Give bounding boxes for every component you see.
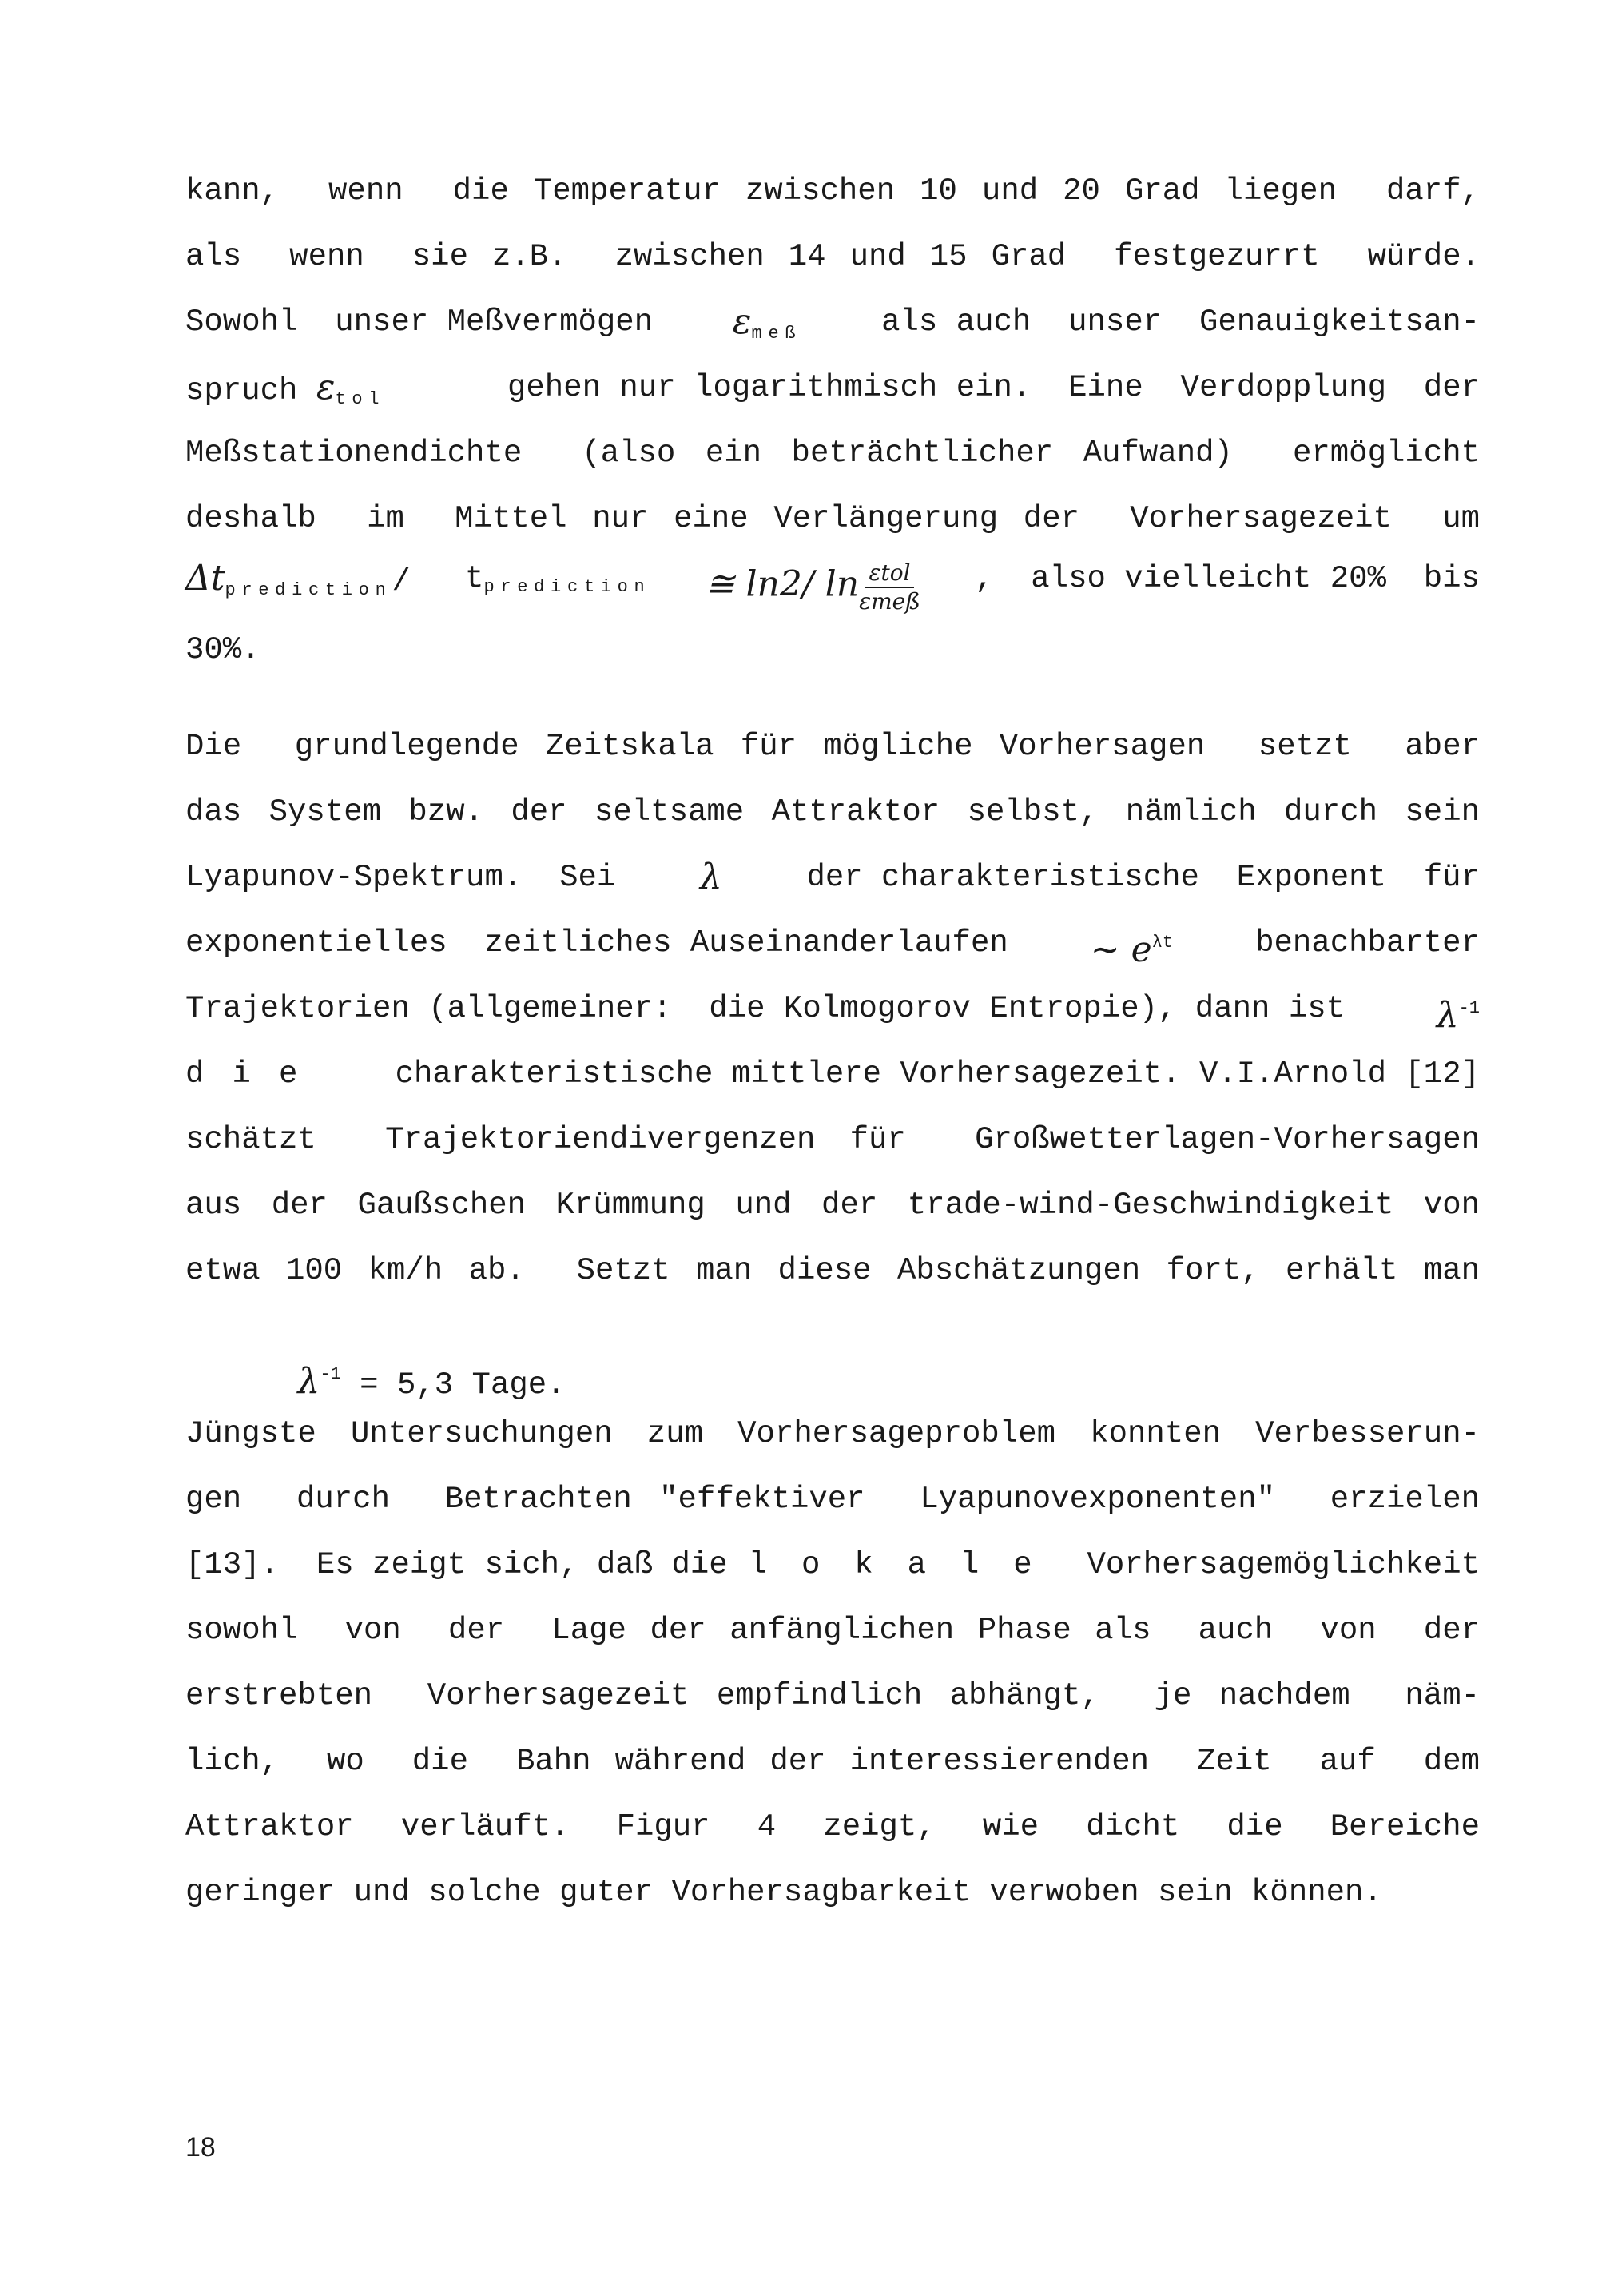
superscript: -1: [320, 1364, 341, 1384]
page-number: 18: [185, 2132, 216, 2163]
subscript: tol: [335, 389, 386, 409]
spaced-word: lokale: [748, 1547, 1067, 1582]
t-expression: [465, 559, 650, 607]
fraction: [859, 559, 920, 615]
text-line: 30%.: [185, 632, 260, 667]
text-segment: als auch unser Genauigkeitsan-: [881, 304, 1480, 340]
text-segment: charakteristische mittlere Vorhersagezeit. V.I.Arnold [12]: [395, 1056, 1480, 1092]
text-line: sowohl von der Lage der anfänglichen Phase als auch von der: [185, 1613, 1480, 1648]
lambda-glyph: λ: [699, 857, 722, 897]
lambda-glyph: λ: [1436, 995, 1459, 1036]
text-segment: [13]. Es zeigt sich, daß die: [185, 1547, 728, 1582]
subscript: prediction: [225, 580, 392, 600]
fraction-numerator: εtol: [865, 559, 913, 588]
lambda-glyph: λ: [297, 1361, 320, 1402]
text-line: kann, wenn die Temperatur zwischen 10 und 20 Grad liegen darf,: [185, 173, 1480, 209]
t-glyph: t: [465, 561, 484, 596]
slash: /: [392, 564, 411, 599]
text-segment: spruch: [185, 373, 298, 408]
log-ratio: [706, 559, 920, 615]
text-line: lich, wo die Bahn während der interessierenden Zeit auf dem: [185, 1744, 1480, 1779]
text-segment: exponentielles zeitliches Auseinanderlaufen: [185, 925, 1008, 961]
text-line: [185, 858, 1480, 897]
exp-expression: [1091, 924, 1173, 973]
epsilon-symbol: [733, 303, 801, 353]
spaced-word: die: [185, 1056, 326, 1092]
text-line: [185, 303, 1480, 353]
text-line: Attraktor verläuft. Figur 4 zeigt, wie dicht die Bereiche: [185, 1809, 1480, 1844]
approx-ln-glyphs: ≅ ln2/ ln: [705, 563, 860, 605]
lambda-inverse: [1437, 989, 1480, 1038]
text-line: Jüngste Untersuchungen zum Vorhersageproblem konnten Verbesserun-: [185, 1416, 1480, 1451]
text-line: geringer und solche guter Vorhersagbarkeit verwoben sein können.: [185, 1875, 1382, 1910]
text-segment: der charakteristische Exponent für: [806, 860, 1480, 895]
text-line: gen durch Betrachten "effektiver Lyapunovexponenten" erzielen: [185, 1482, 1480, 1517]
text-line: [185, 1055, 1480, 1093]
text-line: [185, 924, 1480, 973]
text-line: aus der Gaußschen Krümmung und der trade-wind-Geschwindigkeit von: [185, 1188, 1480, 1223]
text-line: als wenn sie z.B. zwischen 14 und 15 Grad festgezurrt würde.: [185, 239, 1480, 274]
text-line: das System bzw. der seltsame Attraktor selbst, nämlich durch sein: [185, 794, 1480, 830]
text-line: [185, 1546, 1480, 1584]
text-segment: = 5,3 Tage.: [340, 1367, 566, 1403]
text-segment: Sowohl unser Meßvermögen: [185, 304, 654, 340]
text-segment: Vorhersagemöglichkeit: [1087, 1547, 1480, 1582]
text-segment: Lyapunov-Spektrum. Sei: [185, 860, 616, 895]
superscript: λt: [1151, 933, 1174, 953]
text-line: [185, 989, 1480, 1038]
text-line: [185, 368, 1480, 419]
text-segment: Trajektorien (allgemeiner: die Kolmogorov Entropie), dann ist: [185, 991, 1346, 1026]
formula-line: [185, 559, 1480, 623]
epsilon-glyph: ε: [732, 301, 752, 342]
text-segment: gehen nur logarithmisch ein. Eine Verdopplung der: [507, 370, 1480, 405]
delta-t-expression: [185, 559, 411, 610]
epsilon-glyph: ε: [316, 367, 336, 408]
subscript: meß: [751, 324, 802, 344]
text-line: deshalb im Mittel nur eine Verlängerung der Vorhersagezeit um: [185, 501, 1480, 536]
text-segment: , also vielleicht 20% bis: [975, 561, 1480, 596]
text-line: Die grundlegende Zeitskala für mögliche Vorhersagen setzt aber: [185, 729, 1480, 764]
text-line: schätzt Trajektoriendivergenzen für Großwetterlagen-Vorhersagen: [185, 1122, 1480, 1157]
epsilon-symbol: [185, 368, 385, 419]
fraction-denominator: εmeß: [859, 588, 920, 615]
superscript: -1: [1458, 998, 1480, 1018]
text-segment: benachbarter: [1255, 925, 1480, 961]
sim-exp-glyph: ∼ e: [1090, 929, 1152, 970]
delta-glyph: Δt: [185, 558, 225, 599]
subscript: prediction: [483, 577, 651, 597]
text-line: erstrebten Vorhersagezeit empfindlich abhängt, je nachdem näm-: [185, 1678, 1480, 1713]
text-line: Meßstationendichte (also ein beträchtlicher Aufwand) ermöglicht: [185, 436, 1480, 471]
text-line: etwa 100 km/h ab. Setzt man diese Abschätzungen fort, erhält man: [185, 1253, 1480, 1288]
